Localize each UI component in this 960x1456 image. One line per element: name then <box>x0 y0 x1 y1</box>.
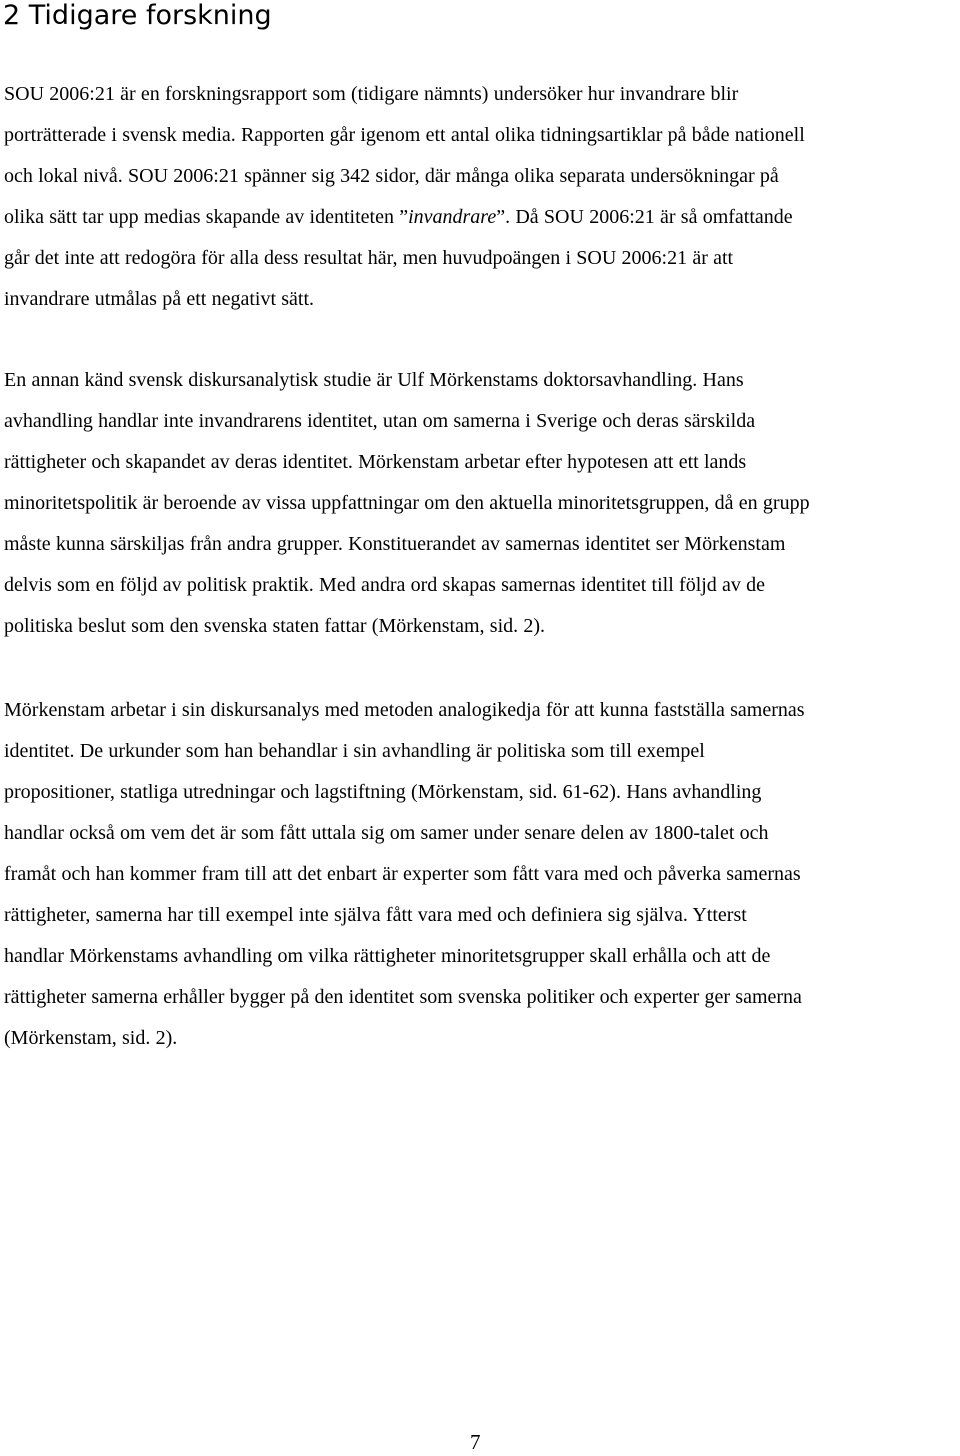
section-heading: 2 Tidigare forskning <box>3 0 272 31</box>
page-number: 7 <box>470 1430 481 1454</box>
paragraph-line: propositioner, statliga utredningar och lagstiftning (Mörkenstam, sid. 61-62). Hans avhandling <box>4 781 762 803</box>
paragraph-line: rättigheter och skapandet av deras identitet. Mörkenstam arbetar efter hypotesen att ett lands <box>4 451 747 473</box>
paragraph-line: invandrare utmålas på ett negativt sätt. <box>4 288 315 310</box>
paragraph-line: delvis som en följd av politisk praktik. Med andra ord skapas samernas identitet till följd av de <box>4 574 766 596</box>
paragraph-line: och lokal nivå. SOU 2006:21 spänner sig 342 sidor, där många olika separata undersökningar på <box>4 165 779 187</box>
paragraph-line: SOU 2006:21 är en forskningsrapport som (tidigare nämnts) undersöker hur invandrare blir <box>4 83 739 105</box>
paragraph-line: rättigheter samerna erhåller bygger på den identitet som svenska politiker och experter ger samerna <box>4 986 802 1008</box>
paragraph-line: porträtterade i svensk media. Rapporten går igenom ett antal olika tidningsartiklar på både nationell <box>4 124 805 146</box>
paragraph-line: En annan känd svensk diskursanalytisk studie är Ulf Mörkenstams doktorsavhandling. Hans <box>4 369 744 391</box>
paragraph-line <box>4 197 956 238</box>
paragraph-line: måste kunna särskiljas från andra grupper. Konstituerandet av samernas identitet ser Mörkenstam <box>4 533 786 555</box>
paragraph-line: rättigheter, samerna har till exempel inte själva fått vara med och definiera sig själva. Ytterst <box>4 904 747 926</box>
paragraph-morkenstam-study <box>4 360 956 647</box>
paragraph-analogikedja <box>4 690 956 1059</box>
paragraph-line: framåt och han kommer fram till att det enbart är experter som fått vara med och påverka samernas <box>4 863 801 885</box>
paragraph-line: avhandling handlar inte invandrarens identitet, utan om samerna i Sverige och deras särskilda <box>4 410 756 432</box>
paragraph-line: Mörkenstam arbetar i sin diskursanalys med metoden analogikedja för att kunna fastställa samernas <box>4 699 805 721</box>
paragraph-line: handlar Mörkenstams avhandling om vilka rättigheter minoritetsgrupper skall erhålla och att de <box>4 945 771 967</box>
paragraph-line: går det inte att redogöra för alla dess resultat här, men huvudpoängen i SOU 2006:21 är att <box>4 247 734 269</box>
italic-term: invandrare <box>408 206 497 228</box>
text-run: ”. Då SOU 2006:21 är så omfattande <box>496 206 793 228</box>
paragraph-line: politiska beslut som den svenska staten fattar (Mörkenstam, sid. 2). <box>4 615 546 637</box>
paragraph-line: (Mörkenstam, sid. 2). <box>4 1027 178 1049</box>
paragraph-line: identitet. De urkunder som han behandlar i sin avhandling är politiska som till exempel <box>4 740 705 762</box>
text-run: olika sätt tar upp medias skapande av identiteten ” <box>4 206 409 228</box>
paragraph-line: minoritetspolitik är beroende av vissa uppfattningar om den aktuella minoritetsgruppen, då en grupp <box>4 492 810 514</box>
paragraph-sou-2006-21 <box>4 74 956 320</box>
paragraph-line: handlar också om vem det är som fått uttala sig om samer under senare delen av 1800-talet och <box>4 822 769 844</box>
